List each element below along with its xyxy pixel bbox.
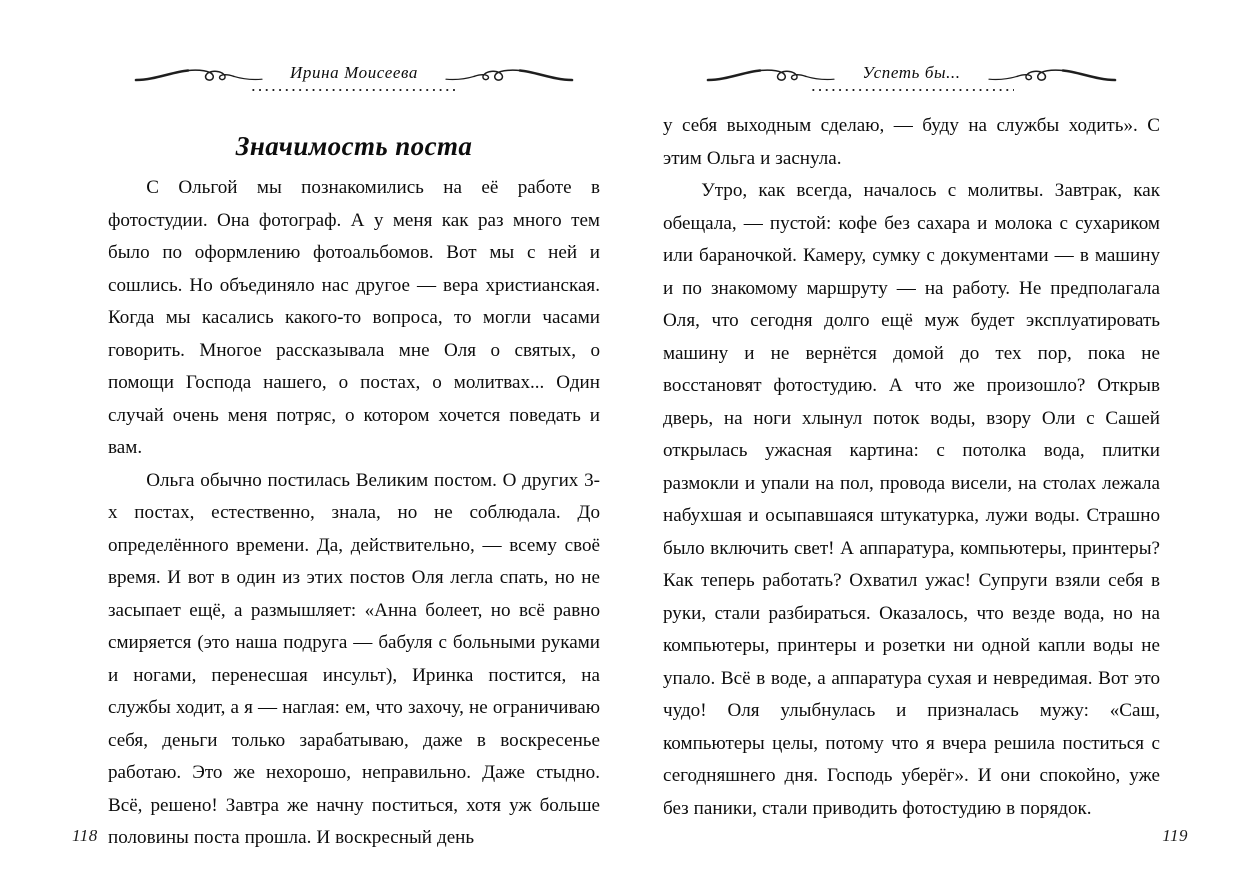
calligraphic-swash-right-icon [434, 60, 574, 90]
page-right [630, 0, 1260, 882]
running-head-title: Успеть бы... [862, 62, 961, 82]
paragraph: С Ольгой мы познакомились на её работе в фотостудии. Она фотограф. А у меня как раз много тем было по оформлению фотоальбомов. Вот мы с ней и сошлись. Но объединяло нас другое — вера христианская. Когда мы касались какого-то вопроса, то могли часами говорить. Многое рассказывала мне Оля о святых, о помощи Господа нашего, о постах, о молитвах... Один случай очень меня потряс, о котором хочется поведать и вам. [108, 177, 600, 458]
body-text-right [663, 110, 1160, 825]
running-head-right [663, 60, 1160, 106]
running-head-left [108, 60, 600, 106]
dotted-rule [810, 88, 1014, 92]
calligraphic-swash-left-icon [134, 60, 274, 90]
page-number-right: 119 [1162, 826, 1188, 845]
running-head-row [108, 60, 600, 90]
running-head-author: Ирина Моисеева [290, 62, 418, 82]
page-number-left: 118 [72, 826, 98, 845]
paragraph: Утро, как всегда, началось с молитвы. Завтрак, как обещала, — пустой: кофе без сахара и молока с сухариком или бараночкой. Камеру, сумку с документами — в машину и по знакомому маршруту — на работу. Не предполагала Оля, что сегодня долго ещё муж будет эксплуатировать машину и не вернётся домой до тех пор, пока не восстановят фотостудию. А что же произошло? Открыв дверь, на ноги хлынул поток воды, взору Оли с Сашей открылась ужасная картина: с потолка вода, плитки размокли и упали на пол, провода висели, на столах лежала набухшая и осыпавшаяся штукатурка, лужи воды. Страшно было включить свет! А аппаратура, компьютеры, принтеры? Как теперь работать? Охватил ужас! Супруги взяли себя в руки, стали разбираться. Оказалось, что везде вода, но на компьютеры, принтеры и розетки ни одной капли воды не упало. Всё в воде, а аппаратура сухая и невредимая. Вот это чудо! Оля улыбнулась и призналась мужу: «Саш, компьютеры целы, потому что я вчера решила поститься с сегодняшнего дня. Господь уберёг». И они спокойно, уже без паники, стали приводить фотостудию в порядок. [663, 180, 1160, 819]
calligraphic-swash-right-icon [977, 60, 1117, 90]
body-text-left [108, 172, 600, 855]
chapter-title: Значимость поста [235, 131, 473, 162]
paragraph: у себя выходным сделаю, — буду на службы ходить». С этим Ольга и заснула. [663, 115, 1160, 169]
paragraph: Ольга обычно постилась Великим постом. О других 3-х постах, естественно, знала, но не соблюдала. До определённого времени. Да, действительно, — всему своё время. И вот в один из этих постов Оля легла спать, но не засыпает ещё, а размышляет: «Анна болеет, но всё равно смиряется (это наша подруга — бабуля с больными руками и ногами, перенесшая инсульт), Иринка постится, на службы ходит, а я — наглая: ем, что захочу, не ограничиваю себя, деньги только зарабатываю, даже в воскресенье работаю. Это же нехорошо, неправильно. Даже стыдно. Всё, решено! Завтра же начну поститься, хотя уж больше половины поста прошла. И воскресный день [108, 469, 600, 848]
running-head-row [663, 60, 1160, 90]
dotted-rule [250, 88, 458, 92]
calligraphic-swash-left-icon [706, 60, 846, 90]
